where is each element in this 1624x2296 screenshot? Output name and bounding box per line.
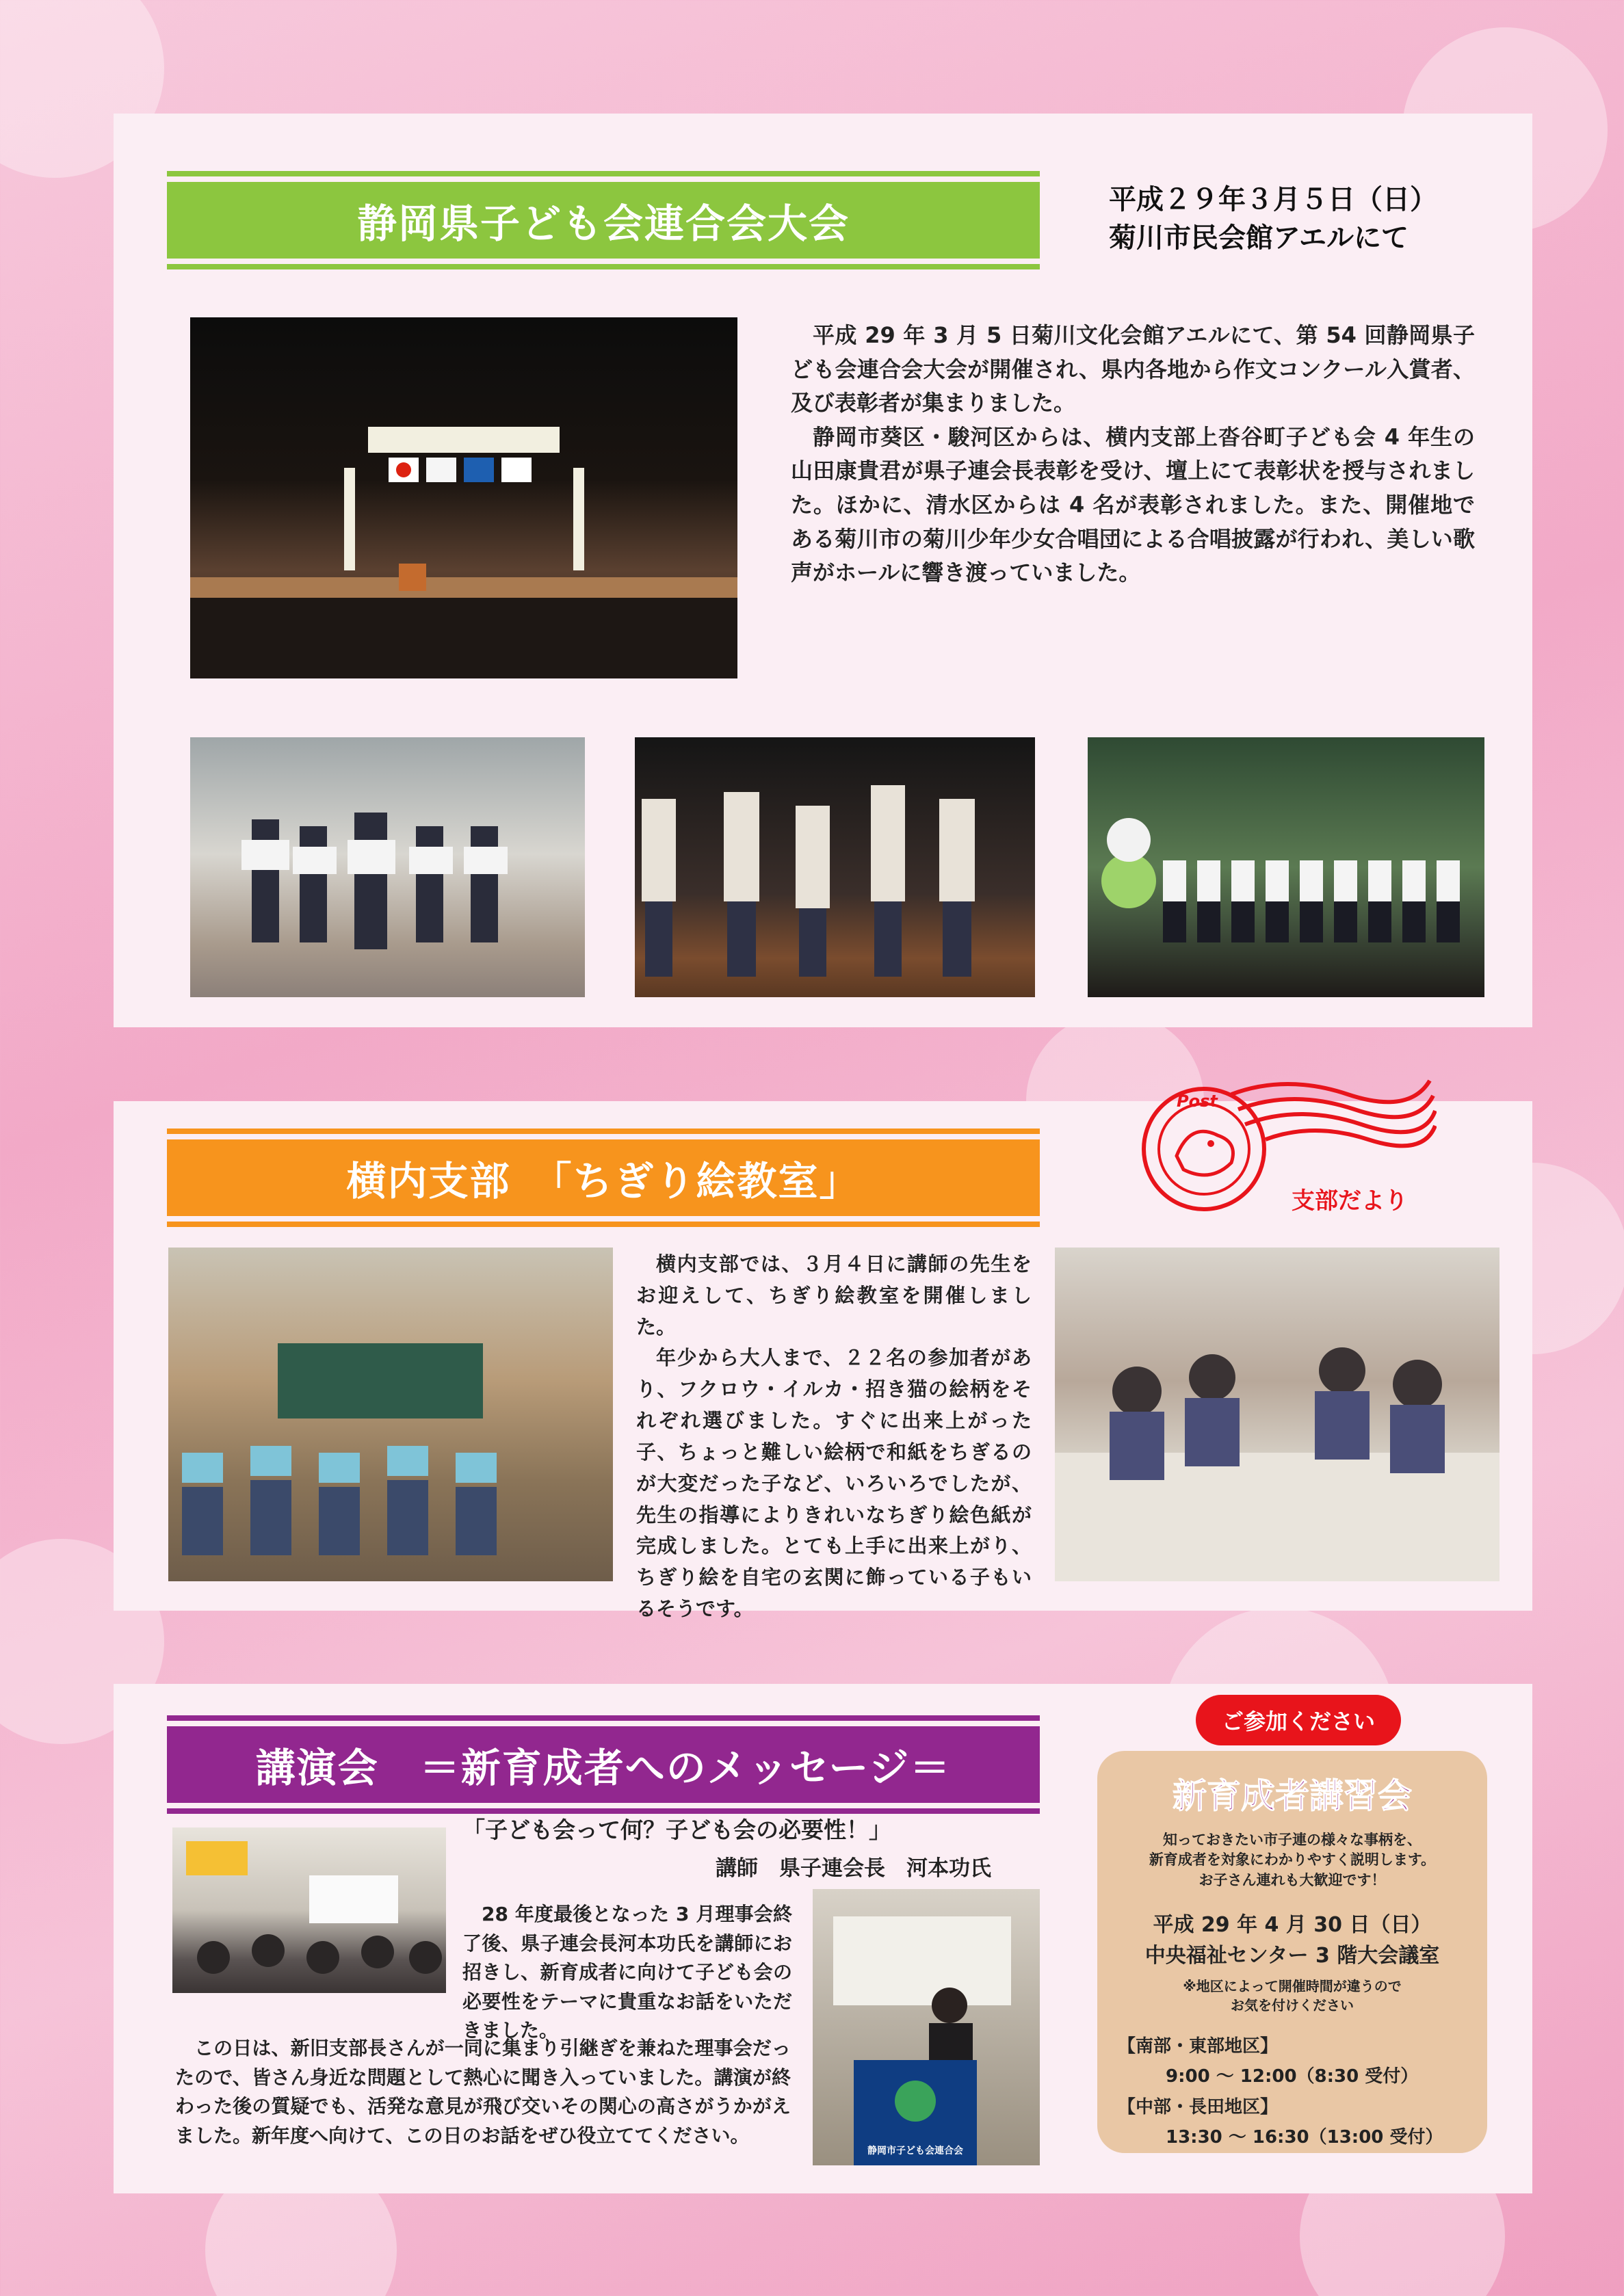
- schedule-time-south-east: 9:00 ～ 12:00（8:30 受付）: [1166, 2066, 1419, 2087]
- convention-date: 平成２９年３月５日（日）: [1109, 184, 1437, 215]
- convention-place: 菊川市民会館アエルにて: [1109, 222, 1409, 254]
- notice-place: 中央福祉センター 3 階大会議室: [1144, 1944, 1440, 1968]
- stage-illustration: [190, 317, 737, 678]
- lecture-lecturer: 講師 県子連会長 河本功氏: [716, 1856, 991, 1881]
- convention-paragraph-2: 静岡市葵区・駿河区からは、横内支部上沓谷町子ども会 4 年生の山田康貴君が県子連会長表彰を受け、壇上にて表彰状を授与されました。ほかに、清水区からは 4 名が表彰されました。また、開催地である菊川市の菊川少年少女合唱団による合唱披露が行われ、美しい歌声がホールに響き渡っていました。: [791, 423, 1475, 586]
- training-notice-title: 新育成者講習会: [1173, 1776, 1412, 1816]
- group-illustration: [168, 1248, 613, 1581]
- students-illustration: [635, 737, 1035, 997]
- notice-desc-line-2: 新育成者を対象にわかりやすく説明します。: [1149, 1851, 1436, 1869]
- convention-paragraph-1: 平成 29 年 3 月 5 日菊川文化会館アエルにて、第 54 回静岡県子ども会連合会大会が開催され、県内各地から作文コンクール入賞者、及び表彰者が集まりました。: [791, 322, 1475, 417]
- convention-section: [114, 114, 1532, 1027]
- lecture-text-upper: [462, 1900, 792, 2046]
- participate-bubble: ご参加ください: [1196, 1695, 1401, 1745]
- lecture-subtitle: 「子ども会って何？子ども会の必要性！」: [462, 1817, 891, 1843]
- chigirie-group-photo: [168, 1248, 613, 1581]
- lecture-paragraph-2: この日は、新旧支部長さんが一同に集まり引継ぎを兼ねた理事会だったので、皆さん身近な問題として熱心に聞き入っていました。講演が終わった後の質疑でも、活発な意見が飛び交いその関心の高さがうかがえました。新年度へ向けて、この日のお話をぜひ役立ててください。: [175, 2037, 791, 2147]
- branch-news-stamp: [1129, 1067, 1437, 1231]
- notice-date: 平成 29 年 4 月 30 日（日）: [1153, 1913, 1432, 1938]
- schedule-area-south-east: 【南部・東部地区】: [1118, 2036, 1279, 2057]
- lecture-audience-illustration: [172, 1827, 446, 1993]
- chigirie-paragraph-1: 横内支部では、３月４日に講師の先生をお迎えして、ちぎり絵教室を開催しました。: [636, 1252, 1032, 1338]
- choir-illustration: [1088, 737, 1484, 997]
- chigirie-title: 横内支部 「ちぎり絵教室」: [167, 1139, 1040, 1216]
- notice-note-line-2: お気を付けください: [1231, 1997, 1354, 2014]
- convention-text: [791, 319, 1475, 590]
- convention-title: 静岡県子ども会連合会大会: [167, 182, 1040, 259]
- awardees-stage-photo: [635, 737, 1035, 997]
- choir-photo: [1088, 737, 1484, 997]
- lecture-paragraph-1: 28 年度最後となった 3 月理事会終了後、県子連会長河本功氏を講師にお招きし、新育成者に向けて子ども会の必要性をテーマに貴重なお話をいただきました。: [462, 1903, 792, 2042]
- lecture-speaker-photo: [813, 1889, 1040, 2165]
- stamp-label: 支部だより: [1292, 1187, 1408, 1215]
- lecture-title: 講演会 ＝新育成者へのメッセージ＝: [167, 1726, 1040, 1803]
- schedule-time-central-osada: 13:30 ～ 16:30（13:00 受付）: [1166, 2126, 1443, 2148]
- training-notice-box: [1097, 1751, 1487, 2153]
- notice-note-line-1: ※地区によって開催時間が違うので: [1183, 1978, 1402, 1995]
- training-notice-description: [1118, 1830, 1467, 1890]
- notice-desc-line-3: お子さん連れも大歓迎です！: [1199, 1871, 1386, 1888]
- training-notice-note: [1118, 1977, 1467, 2015]
- convention-stage-photo: [190, 317, 737, 678]
- notice-desc-line-1: 知っておきたい市子連の様々な事柄を、: [1163, 1832, 1422, 1848]
- podium-label: 静岡市子ども会連合会: [867, 2146, 963, 2156]
- awardees-outdoor-photo: [190, 737, 585, 997]
- lecture-audience-photo: [172, 1827, 446, 1993]
- chigirie-workshop-photo: [1055, 1248, 1499, 1581]
- convention-date-place: [1109, 181, 1437, 257]
- training-notice-datetime: [1118, 1910, 1467, 1971]
- chigirie-paragraph-2: 年少から大人まで、２２名の参加者があり、フクロウ・イルカ・招き猫の絵柄をそれぞれ選びました。すぐに出来上がった子、ちょっと難しい絵柄で和紙をちぎるのが大変だった子など、いろいろでしたが、先生の指導によりきれいなちぎり絵色紙が完成しました。とても上手に出来上がり、ちぎり絵を自宅の玄関に飾っている子もいるそうです。: [636, 1346, 1032, 1620]
- awardees-illustration: [190, 737, 585, 997]
- chigirie-text: [636, 1249, 1032, 1625]
- training-notice-schedule: [1118, 2031, 1467, 2152]
- lecture-text-lower: [175, 2034, 791, 2150]
- speaker-illustration: [813, 1889, 1040, 2165]
- schedule-area-central-osada: 【中部・長田地区】: [1118, 2096, 1279, 2117]
- stamp-post-word: Post: [1177, 1092, 1218, 1111]
- workshop-illustration: [1055, 1248, 1499, 1581]
